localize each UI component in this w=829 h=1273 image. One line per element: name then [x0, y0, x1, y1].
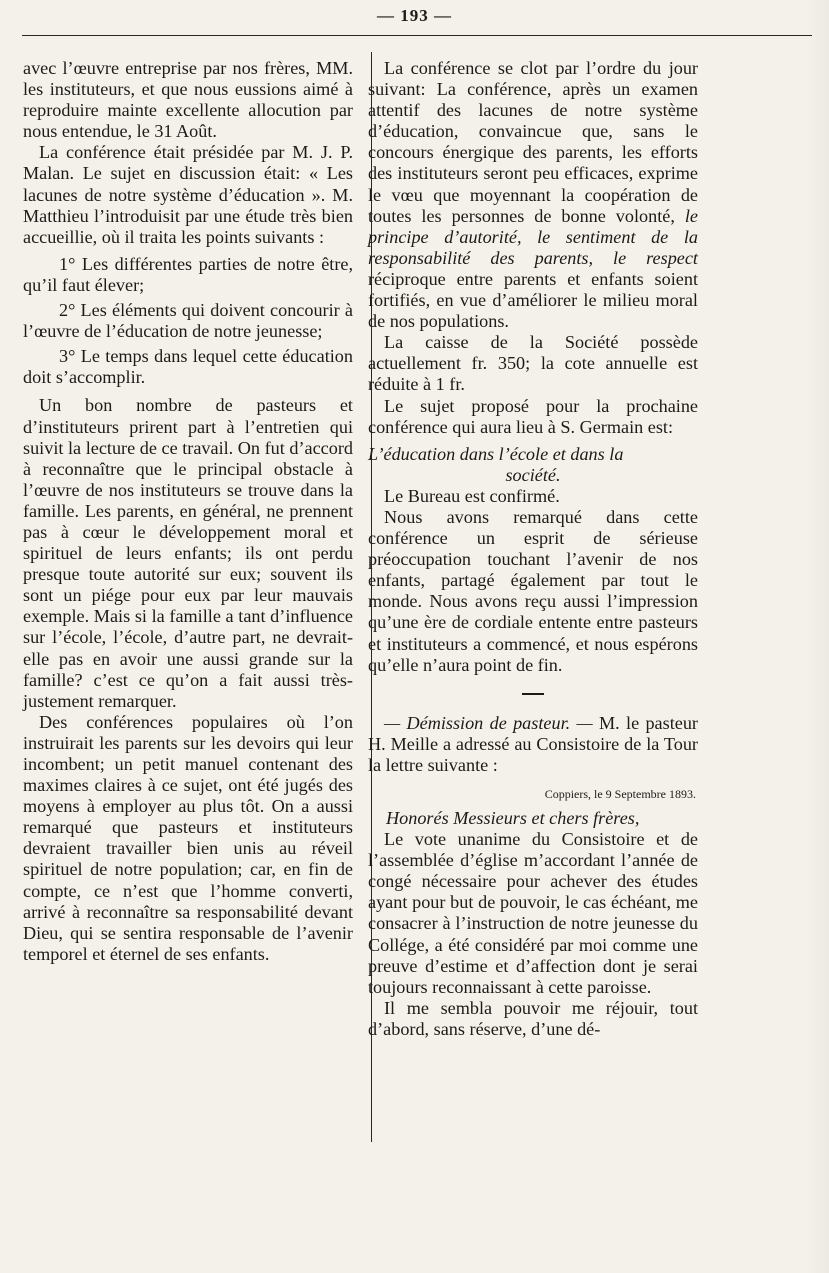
- letter-paragraph: Le vote unanime du Consistoire et de l’assemblée d’église m’accordant l’année de congé nécessaire pour achever des études ayant pour but de pouvoir, le cas échéant, me consacrer à l’instruction de notre jeunesse du Collége, a été considéré par moi comme une preuve d’estime et d’affection dont je serai toujours reconnaissant à cette paroisse.: [368, 829, 698, 997]
- letter-dateline: Coppiers, le 9 Septembre 1893.: [544, 787, 696, 801]
- resolution-text-end: réciproque entre parents et enfants soient fortifiés, en vue d’améliorer le milieu moral de nos populations.: [368, 268, 698, 332]
- treasury-paragraph: La caisse de la Société possède actuellement fr. 350; la cote annuelle est réduite à 1 fr.: [368, 332, 698, 395]
- page-number: — 193 —: [377, 6, 452, 25]
- right-column: [368, 58, 698, 1040]
- resignation-text: M. le pasteur H. Meille a adressé au Consistoire de la Tour la lettre suivante :: [368, 712, 698, 775]
- resolution-text-start: La conférence se clot par l’ordre du jour suivant: La conférence, après un examen attentif des lacunes de notre système d’éducation, convaincue que, sans le concours énergique des parents, les efforts des instituteurs seront peu efficaces, exprime le vœu que moyennant la coopération de toutes les personnes de bonne volonté,: [368, 58, 698, 226]
- page-edge-shadow: [806, 0, 829, 1273]
- paragraph: avec l’œuvre entreprise par nos frères, MM. les instituteurs, et que nous eussions aimé à reproduire mainte excellente allocution par nous entendue, le 31 Août.: [23, 58, 353, 142]
- letter-paragraph: Il me sembla pouvoir me réjouir, tout d’abord, sans réserve, d’une dé-: [368, 997, 698, 1039]
- next-subject-title: L’éducation dans l’école et dans la: [368, 443, 624, 464]
- list-item: 3° Le temps dans lequel cette éducation doit s’accomplir.: [23, 346, 353, 388]
- letter-salutation: Honorés Messieurs et chers frères,: [386, 808, 640, 828]
- paragraph: Un bon nombre de pasteurs et d’instituteurs prirent part à l’entretien qui suivit la lecture de ce travail. On fut d’accord à reconnaître que le principal obstacle à l’œuvre de nos instituteurs se trouve dans la famille. Les parents, en général, ne prennent pas à cœur le développement moral et spirituel de leurs enfants; ils ont perdu presque toute autorité sur eux; souvent ils sont un piége pour eux par leur mauvais exemple. Mais si la famille a tant d’influence sur l’école, l’école, d’autre part, ne devrait-elle pas en avoir une aussi grande sur la famille? c’est ce qu’on a fait aussi très-justement remarquer.: [23, 395, 353, 711]
- section-separator: [522, 693, 544, 695]
- paragraph: La conférence était présidée par M. J. P. Malan. Le sujet en discussion était: « Les lacunes de notre système d’éducation ». M. Matthieu l’introduisit par une étude très bien accueillie, où il traita les points suivants :: [23, 142, 353, 247]
- paragraph: Des conférences populaires où l’on instruirait les parents sur les devoirs qui leur incombent; un petit manuel contenant des maximes claires à ce sujet, ont été jugés des moyens à employer au plus tôt. On a aussi remarqué que pasteurs et instituteurs devraient travailler bien unis au réveil spirituel de notre population; car, en fin de compte, ce n’est que l’homme converti, arrivé à reconnaître sa responsabilité devant Dieu, qui se sentira responsable de l’avenir temporel et éternel de ses enfants.: [23, 711, 353, 964]
- list-item: 2° Les éléments qui doivent concourir à l’œuvre de l’éducation de notre jeunesse;: [23, 300, 353, 342]
- header-rule: [22, 35, 812, 36]
- resignation-paragraph: [368, 713, 698, 776]
- resolution-emphasis: le principe d’autorité, le sentiment de la responsabilité des parents, le respect: [368, 205, 698, 268]
- next-subject-title-cont: société.: [505, 464, 561, 485]
- left-column: [23, 58, 353, 965]
- resignation-heading: — Démission de pasteur. —: [384, 712, 593, 733]
- bureau-paragraph: Le Bureau est confirmé.: [384, 485, 560, 506]
- list-item: 1° Les différentes parties de notre être, qu’il faut élever;: [23, 253, 353, 295]
- resolution-paragraph: [368, 58, 698, 332]
- next-subject-paragraph: Le sujet proposé pour la prochaine conférence qui aura lieu à S. Germain est:: [368, 395, 698, 437]
- closing-paragraph: Nous avons remarqué dans cette conférence un esprit de sérieuse préoccupation touchant l’avenir de nos enfants, partagé également par tout le monde. Nous avons reçu aussi l’impression qu’une ère de cordiale entente entre pasteurs et instituteurs a commencé, et nous espérons qu’elle n’aura point de fin.: [368, 506, 698, 675]
